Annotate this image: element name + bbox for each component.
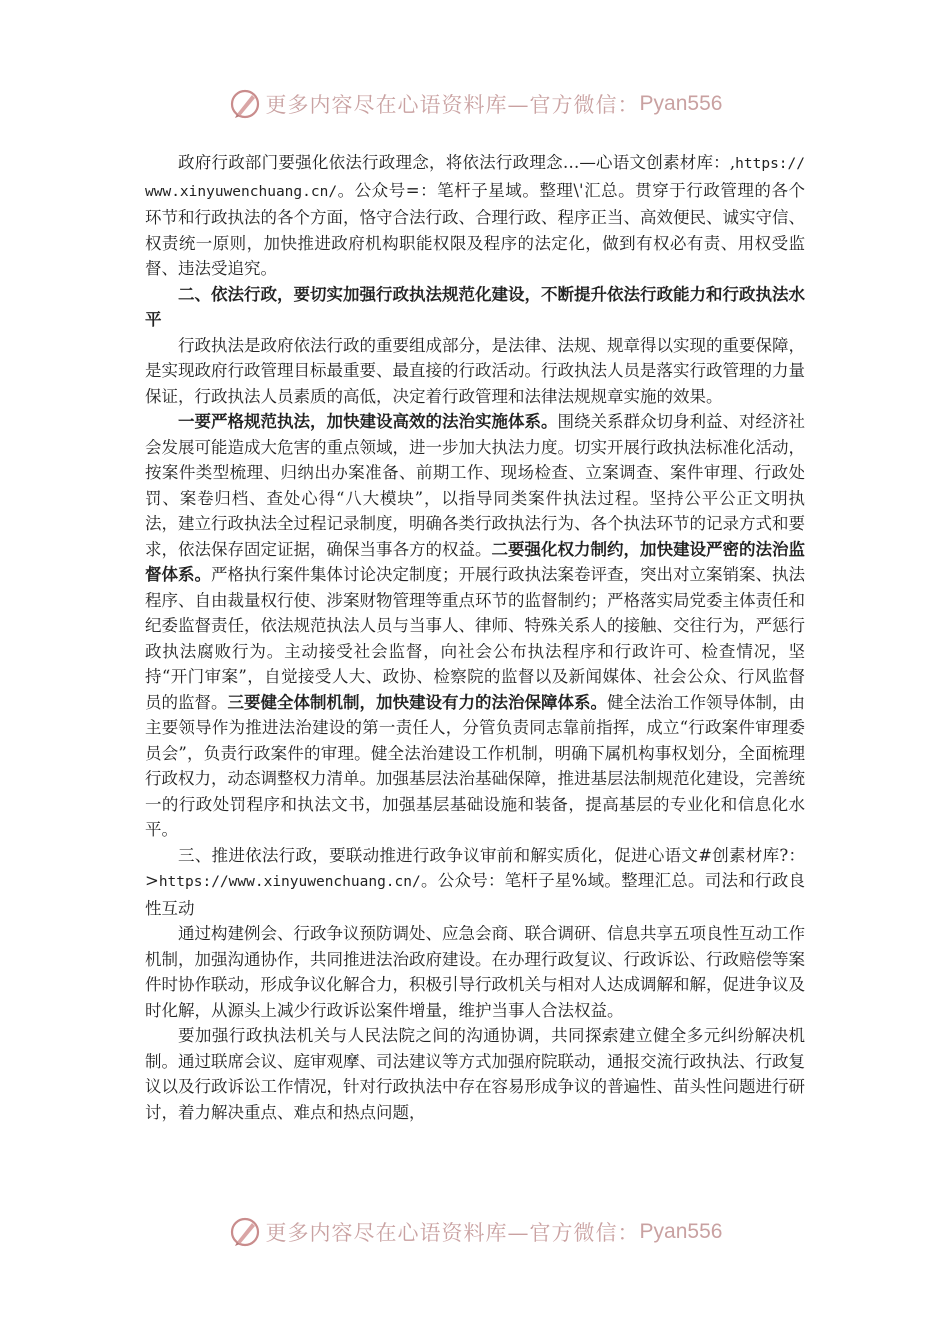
paragraph-4: 一要严格规范执法，加快建设高效的法治实施体系。围绕关系群众切身利益、对经济社会发展可能造成大危害的重点领域，进一步加大执法力度。切实开展行政执法标准化活动，按案件类型梳理、归纳出办案准备、前期工作、现场检查、立案调查、案件审理、行政处罚、案卷归档、查处心得“八大模块”，以指导同类案件执法过程。坚持公平公正文明执法，建立行政执法全过程记录制度，明确各类行政执法行为、各个执法环节的记录方式和要求，依法保存固定证据，确保当事各方的权益。二要强化权力制约，加快建设严密的法治监督体系。严格执行案件集体讨论决定制度；开展行政执法案卷评查，突出对立案销案、执法程序、自由裁量权行使、涉案财物管理等重点环节的监督制约；严格落实局党委主体责任和纪委监督责任，依法规范执法人员与当事人、律师、特殊关系人的接触、交往行为，严惩行政执法腐败行为。主动接受社会监督，向社会公布执法程序和行政许可、检查情况，坚持“开门审案”，自觉接受人大、政协、检察院的监督以及新闻媒体、社会公众、行风监督员的监督。三要健全体制机制，加快建设有力的法治保障体系。健全法治工作领导体制，由主要领导作为推进法治建设的第一责任人，分管负责同志靠前指挥，成立“行政案件审理委员会”，负责行政案件的审理。健全法治建设工作机制，明确下属机构事权划分，全面梳理行政权力，动态调整权力清单。加强基层法治基础保障，推进基层法制规范化建设，完善统一的行政处罚程序和执法文书，加强基层基础设施和装备，提高基层的专业化和信息化水平。: [145, 412, 805, 839]
point-3-heading: 三要健全体制机制，加快建设有力的法治保障体系。: [227, 692, 607, 712]
header-banner-text: 更多内容尽在心语资料库—官方微信：: [265, 93, 640, 117]
section-heading-2: 二、依法行政，要切实加强行政执法规范化建设，不断提升依法行政能力和行政执法水平: [145, 284, 805, 329]
footer-banner[interactable]: [0, 1212, 950, 1252]
header-banner-wechat: Pyan556: [639, 92, 723, 115]
source-link-2[interactable]: https://www.xinyuwenchuang.cn/: [158, 874, 421, 890]
point-2-heading: 二要强化权力制约，加快建设严密的法治监督体系。: [145, 539, 805, 584]
paragraph-5: 三、推进依法行政，要联动推进行政争议审前和解实质化，促进心语文#创素材库?：>https://www.xinyuwenchuang.cn/。公众号：笔杆子星%域。整理汇总。司法和行政良性互动: [145, 845, 805, 918]
paragraph-3: 行政执法是政府依法行政的重要组成部分，是法律、法规、规章得以实现的重要保障，是实现政府行政管理目标最重要、最直接的行政活动。行政执法人员是落实行政管理的力量保证，行政执法人员素质的高低，决定着行政管理和法律法规规章实施的效果。: [145, 335, 805, 406]
source-link[interactable]: https://www.xinyuwenchuang.cn/: [145, 156, 805, 200]
point-1-heading: 一要严格规范执法，加快建设高效的法治实施体系。: [178, 412, 558, 431]
footer-banner-text: 更多内容尽在心语资料库—官方微信：: [265, 1221, 640, 1245]
document-body: [145, 150, 805, 1125]
paragraph-6: 通过构建例会、行政争议预防调处、应急会商、联合调研、信息共享五项良性互动工作机制，加强沟通协作，共同推进法治政府建设。在办理行政复议、行政诉讼、行政赔偿等案件时协作联动，形成争议化解合力，积极引导行政机关与相对人达成调解和解，促进争议及时化解，从源头上减少行政诉讼案件增量，维护当事人合法权益。: [145, 924, 805, 1020]
paragraph-1: 政府行政部门要强化依法行政理念，将依法行政理念…—心语文创素材库：,https://www.xinyuwenchuang.cn/。公众号=：笔杆子星域。整理\'汇总。贯穿于行政管理的各个环节和行政执法的各个方面，恪守合法行政、合理行政、程序正当、高效便民、诚实守信、权责统一原则，加快推进政府机构职能权限及程序的法定化，做到有权必有责、用权受监督、违法受追究。: [145, 153, 805, 278]
paragraph-7: 要加强行政执法机关与人民法院之间的沟通协调，共同探索建立健全多元纠纷解决机制。通过联席会议、庭审观摩、司法建议等方式加强府院联动，通报交流行政执法、行政复议以及行政诉讼工作情况，针对行政执法中存在容易形成争议的普遍性、苗头性问题进行研讨，着力解决重点、难点和热点问题，: [145, 1026, 805, 1122]
footer-banner-wechat: Pyan556: [639, 1220, 723, 1243]
pen-logo-icon: [228, 1215, 262, 1249]
header-banner[interactable]: [0, 84, 950, 124]
pen-logo-icon: [228, 87, 262, 121]
